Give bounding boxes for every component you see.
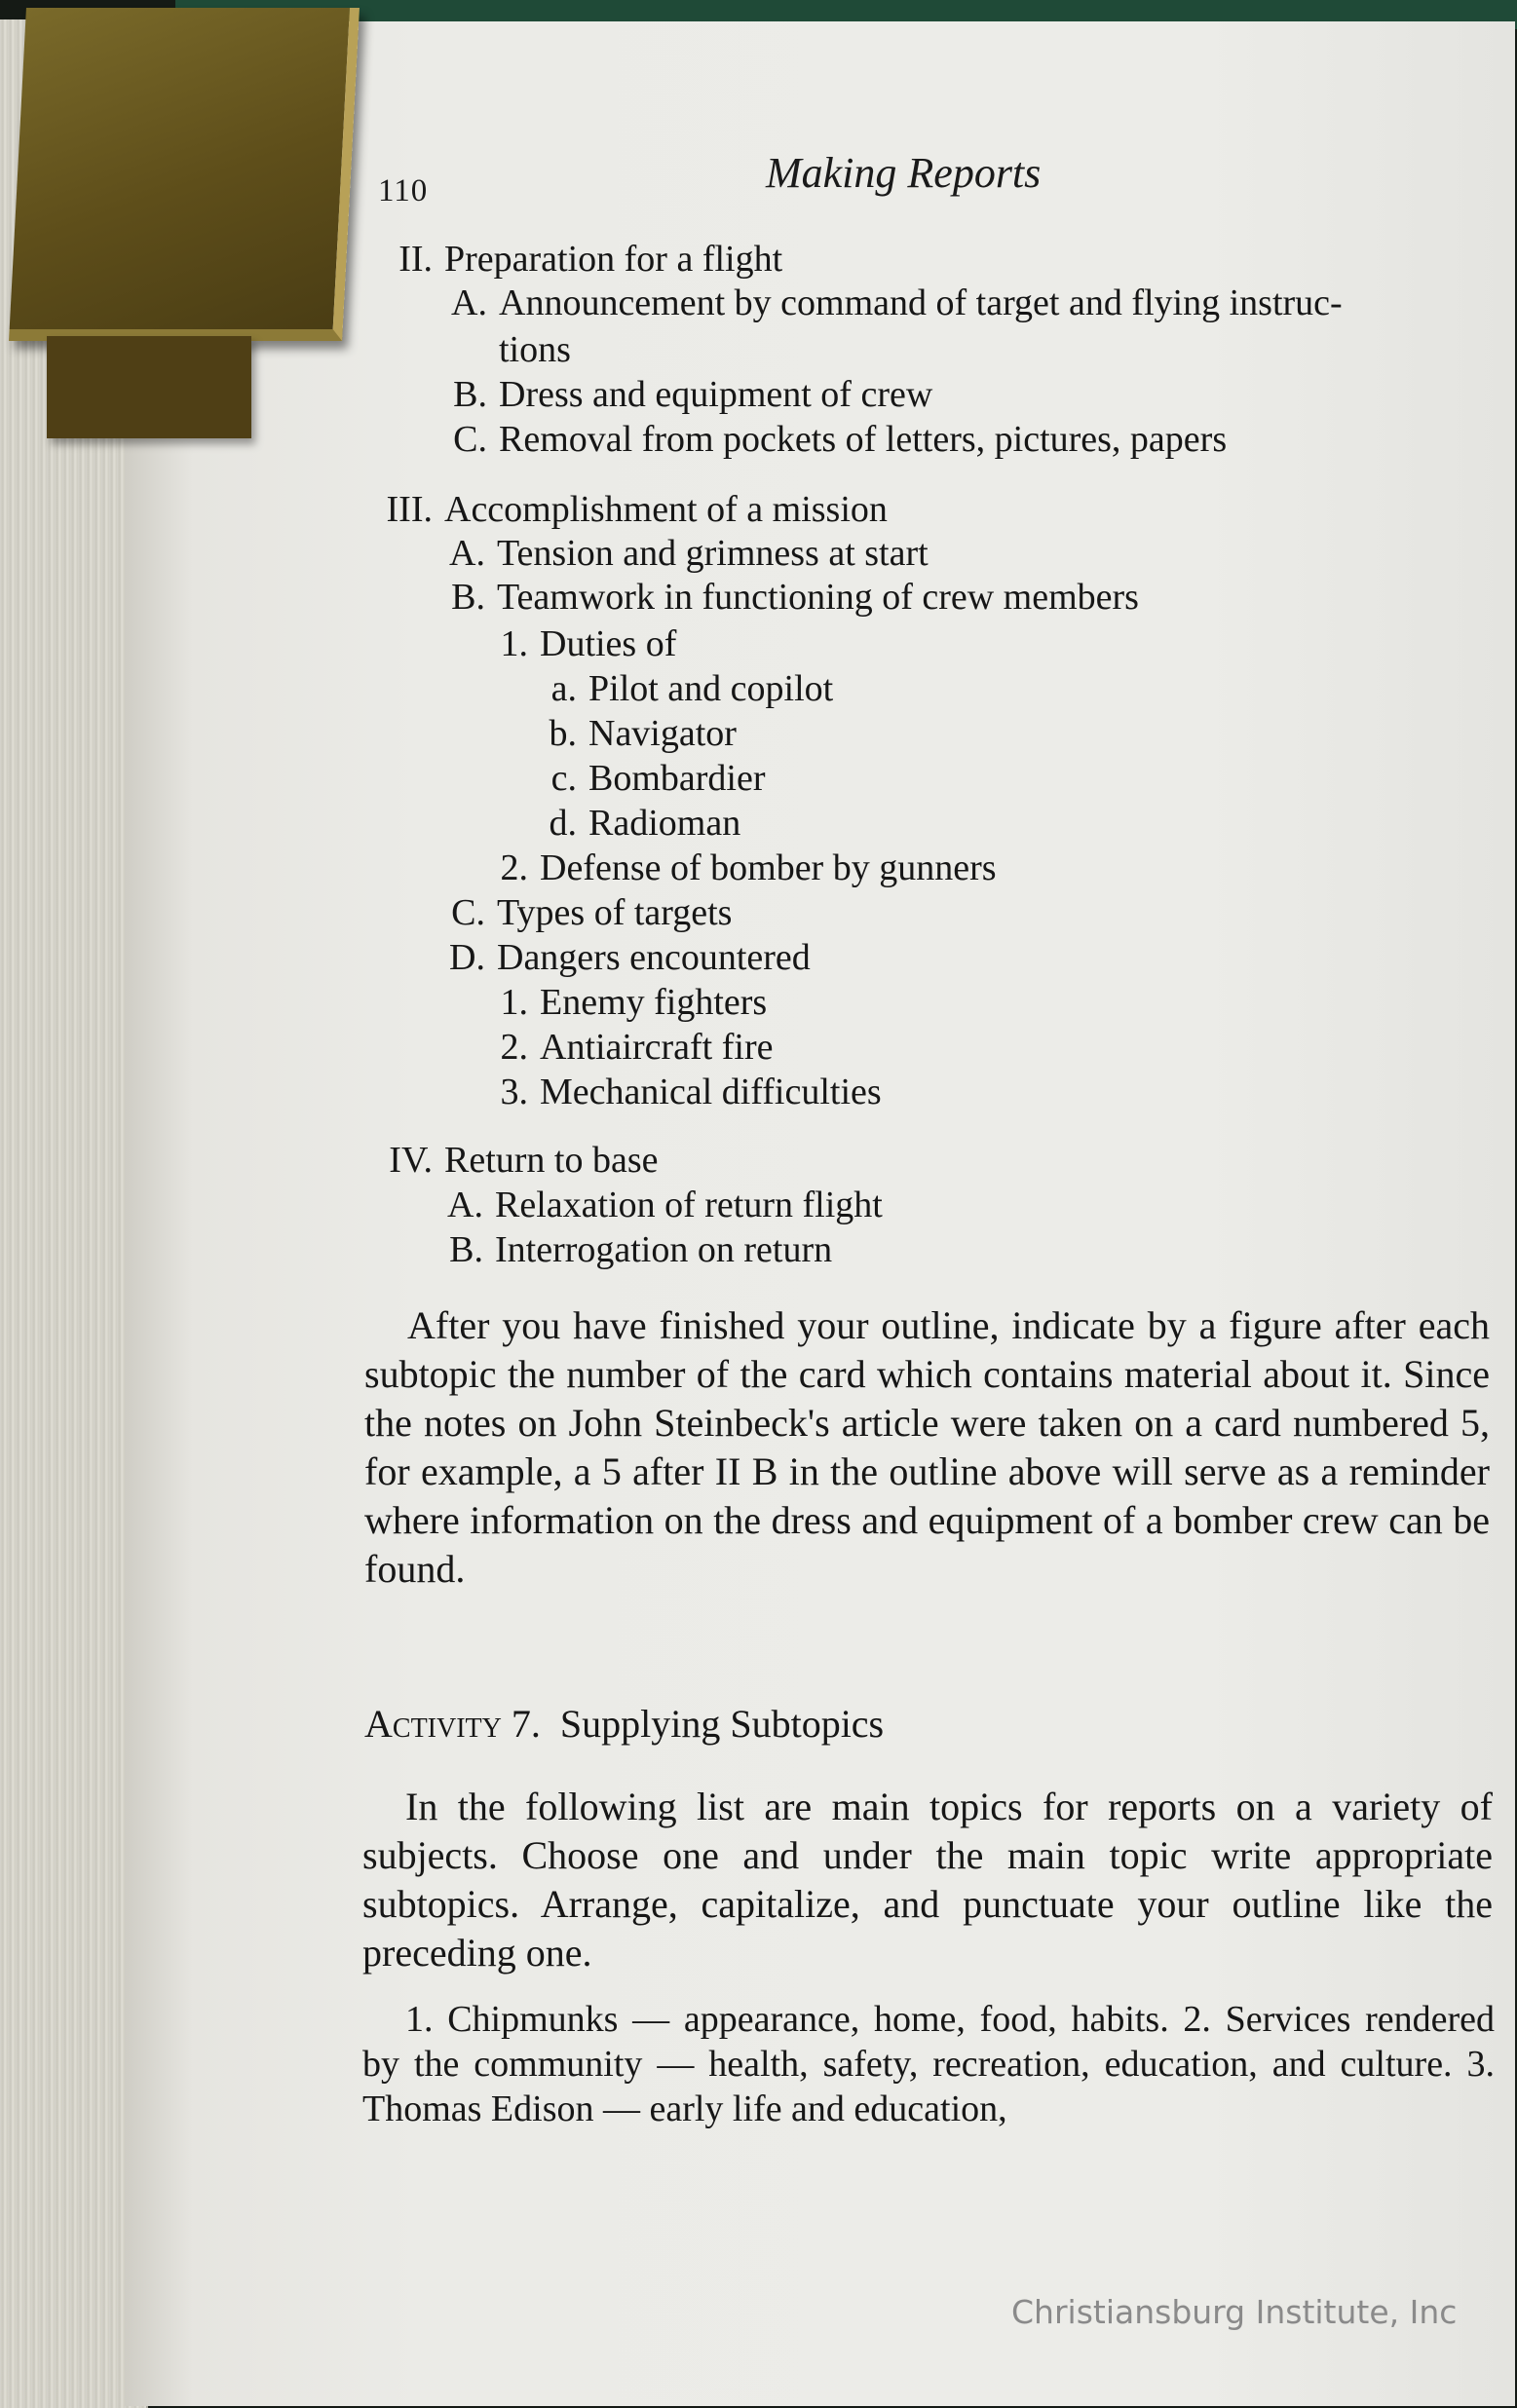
outline-item-iii-d-1: 1. Enemy fighters [500,982,768,1023]
paragraph-activity-instructions: In the following list are main topics for reports on a variety of subjects. Choose one and under the main topic write appropriate subtopics. Arrange, capitalize, and punctuate your outline like the preceding one. [362,1785,1493,1975]
outline-item-iii-b-1-d: d. Radioman [549,803,741,844]
outline-item-iii-d-3: 3. Mechanical difficulties [500,1072,882,1112]
outline-item-ii-a: A. Announcement by command of target and flying instruc- [451,282,1343,323]
outline-item-iii-b: B. Teamwork in functioning of crew members [451,577,1139,618]
outline-item-iii-d-2: 2. Antiaircraft fire [500,1027,774,1068]
outline-item-iii-b-1-c: c. Bombardier [550,758,766,799]
outline-item-iii-b-2: 2. Defense of bomber by gunners [500,847,997,888]
index-tab-shadow [47,336,251,438]
paragraph-topic-list: 1. Chipmunks — appearance, home, food, habits. 2. Services rendered by the community — health, safety, recreation, education, and culture. 3. Thomas Edison — early life and education, [362,1999,1495,2129]
outline-item-ii: II. Preparation for a flight [398,239,783,280]
outline-item-iii-b-1-a: a. Pilot and copilot [550,668,834,709]
outline-item-iii-a: A. Tension and grimness at start [449,533,929,574]
page-number: 110 [378,173,429,208]
outline-item-iii: III. Accomplishment of a mission [386,489,888,530]
outline-item-iv: IV. Return to base [389,1140,659,1181]
outline-item-iv-a: A. Relaxation of return flight [447,1185,883,1225]
paragraph-card-numbers: After you have finished your outline, indicate by a figure after each subtopic the number of the card which contains material about it. Since the notes on John Steinbeck's article were taken on a card numbered 5, for example, a 5 after II B in the outline above will serve as a reminder where information on the dress and equipment of a bomber crew can be found. [364,1303,1490,1591]
activity-heading: Activity 7. Supplying Subtopics [364,1702,885,1746]
watermark: Christiansburg Institute, Inc [1011,2293,1458,2331]
outline-item-ii-b: B. Dress and equipment of crew [453,374,933,415]
index-tab [9,8,360,341]
outline-item-iii-b-1: 1. Duties of [500,623,677,664]
running-head: Making Reports [766,149,1042,197]
outline-item-iii-b-1-b: b. Navigator [549,713,737,754]
outline-item-iii-c: C. Types of targets [451,892,733,933]
outline-item-iv-b: B. Interrogation on return [449,1229,833,1270]
outline-item-ii-c: C. Removal from pockets of letters, pictures, papers [453,419,1228,460]
outline-item-iii-d: D. Dangers encountered [449,937,811,978]
outline-item-ii-a-cont: tions [499,329,571,370]
